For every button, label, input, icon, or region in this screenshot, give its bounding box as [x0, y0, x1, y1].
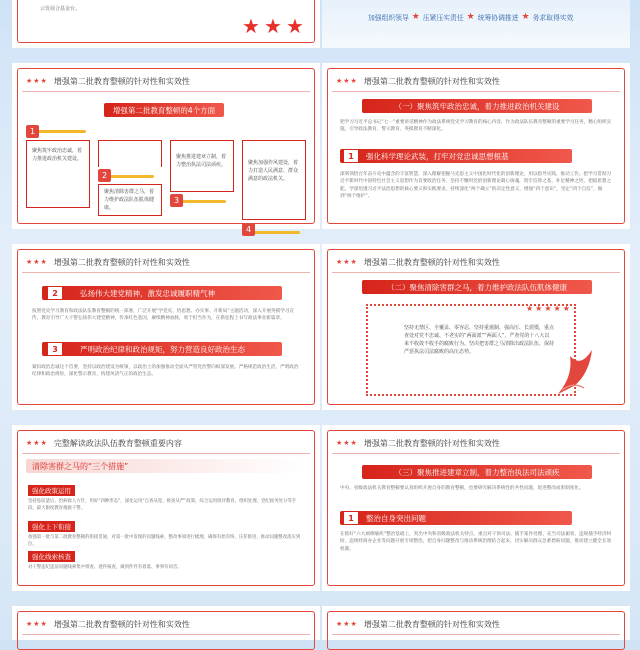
star-icon: ★	[466, 12, 475, 22]
slide-header	[336, 435, 500, 451]
slide-header	[336, 616, 500, 632]
section-intro: 把学习习近平总书记“七一”重要讲话精神作为政法系统党史学习教育的核心内容，作为政法队伍教育整顿的重要学习任务，精心组织实施，引导政法教育、警示教育、英模教育不断深化。	[340, 120, 612, 133]
stars-icon: ★★★	[26, 77, 48, 85]
slide-title: 增强第二批教育整顿的针对性和实效性	[363, 438, 500, 448]
slide-title: 增强第二批教育整顿的针对性和实效性	[363, 257, 500, 267]
aspect-card: 聚焦筑牢政治忠诚，着力推进政治机关建设。	[26, 140, 90, 208]
number-badge: 1	[26, 125, 39, 138]
slide-title: 增强第二批教育整顿的针对性和实效性	[53, 619, 190, 629]
stars-icon: ★★★	[26, 620, 48, 628]
number-badge: 4	[242, 223, 255, 236]
slide-title: 增强第二批教育整顿的针对性和实效性	[53, 76, 190, 86]
section-body: 按照党史学习教育和政法队伍教育整顿的统一部署，广泛开展“学党史、悟思想、办实事、开新局”主题活动，深入开展英模学习宣传，教育引导广大干警弘扬伟大建党精神，传承红色基因，赓续精神血脉，勇于担当作为，在新征程上书写政法事业新篇章。	[32, 309, 295, 322]
slide-header	[26, 435, 182, 451]
slide-top-left[interactable]	[12, 0, 320, 48]
slide-header	[336, 254, 500, 270]
number-badge: 2	[98, 169, 111, 182]
section-body: 在抓好“六大顽瘴痼疾”整治基础上，突出中央和省级政法机关特点，重点对干预司法、插手案件处理、充当司法掮客、违规插手经济纠纷、违规经商办企业等问题开展专项整治，把自身问题整改与推动系统治理结合起来，切实解决群众急难愁盼问题，推动建立健全长效机制。	[340, 532, 612, 552]
aspect-card: 聚焦加强作风建设，着力打造人民满意、群众满意的政法机关。	[242, 140, 306, 220]
section-body: 紧扣政治忠诚这个首要，坚持以政治建设为统领，以政治上的加强推动全面从严管党治警向纵深发展。严格规范政治生活，严明政治纪律和政治规矩，深化警示教育，构建风清气正的政治生态。	[32, 365, 299, 378]
star-icon: ★	[521, 12, 530, 22]
stars-icon: ★★★	[336, 77, 358, 85]
sub-banner	[340, 511, 572, 525]
section-banner: （二）聚焦清除害群之马，着力维护政法队伍肌体健康	[362, 280, 592, 294]
measure-tag: 强化线索核查	[28, 551, 75, 562]
aspect-card: 聚焦清除害群之马，着力维护政法队伍肌体健康。	[98, 184, 162, 216]
section-banner	[26, 459, 306, 473]
measure-text: 加强第一批与第二批教育整顿的衔接贯通，对第一批中发现的问题线索、整改事项进行梳理，确保有始有终、压茬推进，推动问题整改落实到位。	[28, 535, 301, 547]
slide-title: 增强第二批教育整顿的针对性和实效性	[363, 76, 500, 86]
slogan-item: 务求取得实效	[532, 14, 574, 22]
section-banner: （三）聚焦推进建章立制，着力整治执法司法顽疾	[362, 465, 592, 479]
sub-number: 1	[344, 150, 358, 162]
slide-build-systems[interactable]	[322, 425, 630, 591]
section-banner: 增强第二批教育整顿的4个方面	[104, 103, 224, 117]
slide-clear-bad-apples[interactable]	[322, 244, 630, 410]
sub-banner	[42, 342, 282, 356]
top-left-text: 云发展合基金台。	[40, 6, 81, 12]
measure-tag: 强化上下衔接	[28, 521, 75, 532]
slide-three-measures[interactable]	[12, 425, 320, 591]
measure-text: 坚持惩前毖后、治病救人方针，用好“四种形态”，深化运用“自查从宽、被查从严”政策，综合运用批评教育、组织处理、党纪政务处分等手段，最大限度教育挽救干警。	[28, 499, 297, 511]
slide-title: 增强第二批教育整顿的针对性和实效性	[53, 257, 190, 267]
dove-icon	[554, 344, 596, 396]
star-icon: ★	[411, 12, 420, 22]
sub-title: 整治自身突出问题	[366, 513, 426, 523]
sub-banner	[340, 149, 572, 163]
slide-four-aspects[interactable]	[12, 63, 320, 234]
slide-top-right[interactable]	[322, 0, 630, 48]
slide-title: 完整解读政法队伍教育整顿重要内容	[53, 438, 182, 448]
slide-header	[26, 616, 190, 632]
section-banner: （一）聚焦筑牢政治忠诚，着力推进政治机关建设	[362, 99, 592, 113]
aspect-card: 聚焦推进建章立制，着力整治执法司法顽疾。	[170, 140, 234, 192]
sub-number: 1	[344, 512, 358, 524]
slide-bottom-right[interactable]	[322, 606, 630, 640]
sub-title: 强化科学理论武装，打牢对党忠诚思想根基	[366, 151, 509, 161]
stars-icon: ★★★	[336, 258, 358, 266]
aspect-card-ext	[98, 140, 162, 167]
slide-header	[26, 73, 190, 89]
slide-header	[336, 73, 500, 89]
slide-political-loyalty[interactable]	[322, 63, 630, 229]
section-body: 深刻领悟百年奋斗史中蕴含的丰富智慧，深入理解把握马克思主义中国化时代化的创新理论，用以指导实践、推动工作。把学习贯彻习近平新时代中国特色社会主义思想作为首要政治任务，坚持不懈用党的创新理论凝心铸魂，筑牢信仰之基，补足精神之钙，把稳思想之舵。学深悟透习近平法治思想的核心要义和实践要求，持续深化“两个确立”的决定性意义，增强“四个意识”，坚定“四个自信”，做到“两个维护”。	[340, 172, 612, 200]
sub-number: 2	[48, 287, 62, 299]
sub-title: 严明政治纪律和政治规矩，努力营造良好政治生态	[80, 344, 245, 354]
quote-text: 坚持无禁区、全覆盖、零容忍，坚持重遏制、强高压、长震慑，重点查处对党不忠诚、不老实的“两面派”“两面人”，严查党的十八大以来不收敛不收手的腐败行为。坚决把害群之马清除出政法队伍，保持严惩执法司法腐败的高压态势。	[404, 325, 555, 355]
slogan-item: 压紧压实责任	[422, 14, 464, 22]
stars-icon: ★★★★★	[526, 304, 572, 313]
slide-party-spirit[interactable]	[12, 244, 320, 410]
slogan-item: 加强组织领导	[368, 14, 409, 22]
stars-icon: ★★★	[336, 439, 358, 447]
slogan-item: 统筹协调推进	[477, 14, 519, 22]
slide-title: 增强第二批教育整顿的针对性和实效性	[363, 619, 500, 629]
sub-banner	[42, 286, 282, 300]
star-icon: ★	[286, 14, 304, 38]
stars-icon: ★★★	[26, 439, 48, 447]
sub-number: 3	[48, 343, 62, 355]
stars-icon: ★★★	[26, 258, 48, 266]
number-badge: 3	[170, 194, 183, 207]
sub-title: 弘扬伟大建党精神，激发忠诚履职精气神	[80, 288, 215, 298]
slogan	[368, 12, 573, 22]
section-banner-text: 清除害群之马的“三个措施”	[32, 461, 129, 471]
measure-text: 对干警违纪违法问题线索集中排查、逐件核查，做到件件有着落、事事有回音。	[28, 565, 182, 570]
star-icon: ★	[264, 14, 282, 38]
slide-header	[26, 254, 190, 270]
slide-bottom-left[interactable]	[12, 606, 320, 640]
stars-icon: ★★★	[336, 620, 358, 628]
section-intro: 中央、省级政法机关教育整顿要认真组织开展自身的教育整顿，也要研究解决系统性的共性问题，促进整改成果制度化。	[340, 486, 584, 491]
measure-tag: 强化政策运用	[28, 485, 75, 496]
star-icon: ★	[242, 14, 260, 38]
